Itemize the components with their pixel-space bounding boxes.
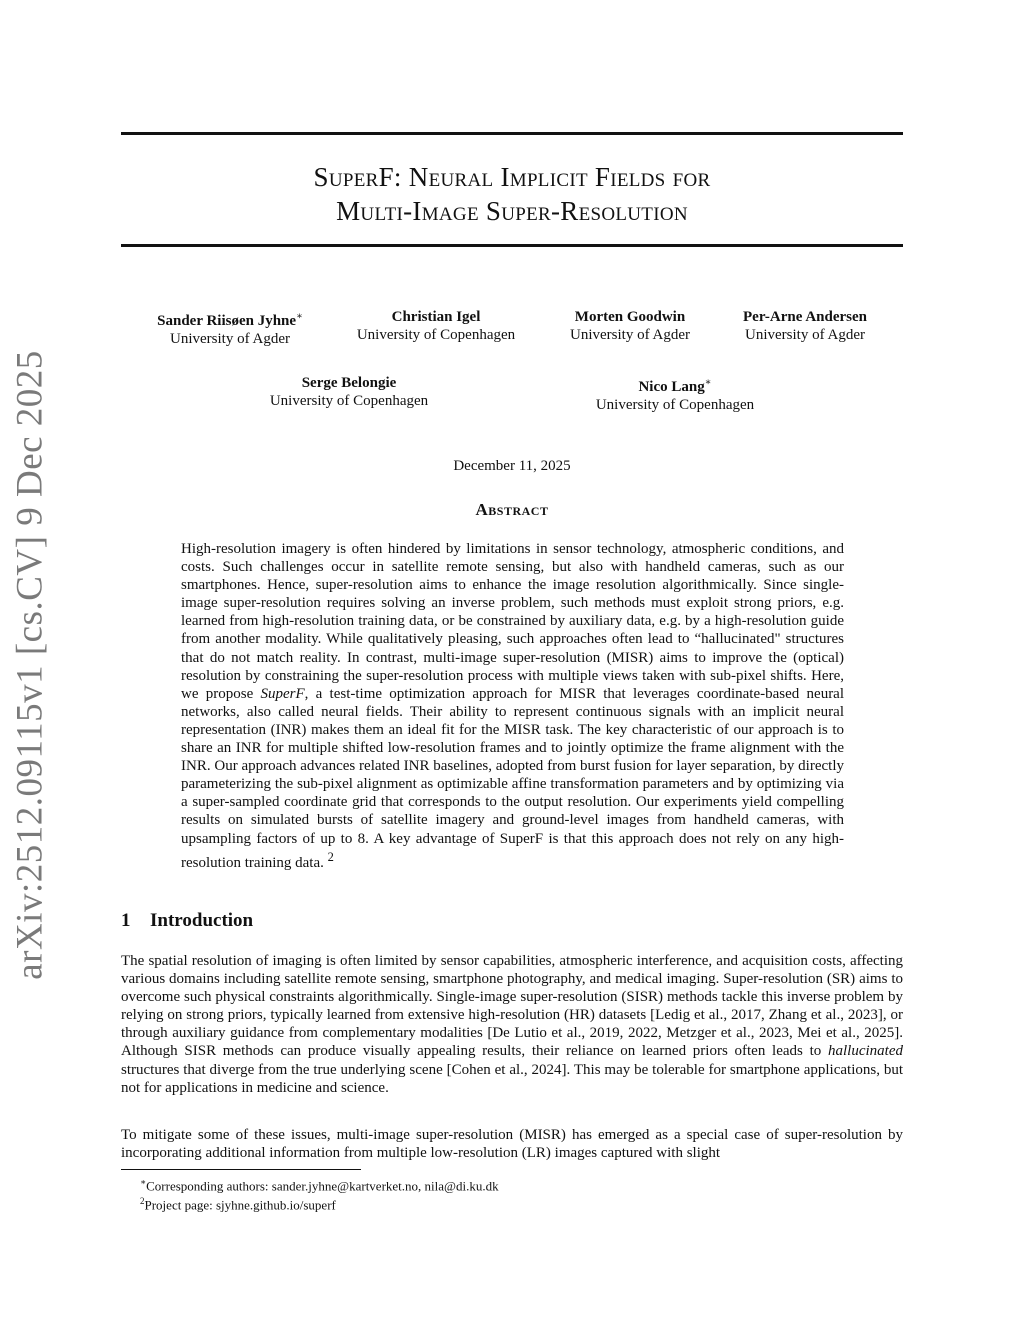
footnote-mark: 2 <box>140 1196 145 1206</box>
paper-title <box>121 160 903 228</box>
author-name: Sander Riisøen Jyhne <box>157 313 297 329</box>
author-block <box>336 308 536 344</box>
abstract-part: , a test-time optimization approach for MISR that leverages coordinate-based neural networks, also called neural fields. Their ability to represent continuous signals with an implicit neural representation (INR) makes them an ideal fit for the MISR task. The key characteristic of our approach is to share an INR for multiple shifted low-resolution frames and to jointly optimize the frame alignment with the INR. Our approach advances related INR baselines, adopted from burst fusion for layer separation, by directly parameterizing the sub-pixel alignment as optimizable affine transformation parameters and by optimizing via a super-sampled coordinate grid that corresponds to the output resolution. Our experiments yield compelling results on simulated bursts of satellite imagery and ground-level images from handheld cameras, with upsampling factors of up to 8. A key advantage of SuperF is that this approach does not rely on any high-resolution training data. <box>181 685 845 871</box>
footnote-text: Project page: sjyhne.github.io/superf <box>144 1197 336 1213</box>
author-affiliation: University of Agder <box>570 327 690 343</box>
title-line-2: Multi-Image Super-Resolution <box>336 196 688 226</box>
paragraph-part: structures that diverge from the true underlying scene [Cohen et al., 2024]. This may be tolerable for smartphone applications, but not for applications in medicine and science. <box>121 1061 903 1096</box>
author-mark: ∗ <box>704 377 712 388</box>
footnote-ref[interactable]: 2 <box>327 849 334 864</box>
section-number: 1 <box>121 910 131 931</box>
author-block <box>140 308 320 348</box>
author-name: Per-Arne Andersen <box>743 309 867 325</box>
abstract-text <box>181 540 844 872</box>
author-affiliation: University of Copenhagen <box>356 327 516 343</box>
paragraph-emphasis: hallucinated <box>828 1043 903 1060</box>
footnote-1 <box>140 1174 499 1194</box>
footnote-rule <box>121 1169 361 1170</box>
abstract-part: High-resolution imagery is often hindered by limitations in sensor technology, atmospheric conditions, and costs. Such challenges occur in satellite remote sensing, but also with handheld cameras, such as our smartphones. Hence, super-resolution aims to enhance the image resolution algorithmically. Since single-image super-resolution requires solving an inverse problem, such methods must exploit strong priors, e.g. learned from high-resolution training data, or be constrained by auxiliary data, e.g. by a high-resolution guide from another modality. While qualitatively pleasing, such approaches often lead to “hallucinated" structures that do not match reality. In contrast, multi-image super-resolution (MISR) aims to improve the (optical) resolution by constraining the super-resolution process with multiple views taken with sub-pixel shifts. Here, we propose <box>181 541 844 702</box>
paper-date: December 11, 2025 <box>453 458 571 474</box>
title-line-1: SuperF: Neural Implicit Fields for <box>313 162 711 192</box>
footnote-text: Corresponding authors: sander.jyhne@kartverket.no, nila@di.ku.dk <box>146 1178 499 1194</box>
author-block <box>575 374 775 414</box>
section-title: Introduction <box>150 910 254 931</box>
author-block <box>724 308 886 344</box>
abstract-heading: Abstract <box>475 500 549 519</box>
author-affiliation: University of Copenhagen <box>269 393 429 409</box>
intro-paragraph-1 <box>121 952 903 1097</box>
arxiv-sidebar-stamp: arXiv:2512.09115v1 [cs.CV] 9 Dec 2025 <box>9 350 51 980</box>
abstract-emphasis: SuperF <box>260 685 305 702</box>
title-top-rule <box>121 132 903 135</box>
author-name: Serge Belongie <box>301 375 397 391</box>
section-heading <box>121 910 253 932</box>
footnote-2 <box>140 1193 336 1213</box>
author-name: Morten Goodwin <box>574 309 686 325</box>
intro-paragraph-2: To mitigate some of these issues, multi-image super-resolution (MISR) has emerged as a special case of super-resolution by incorporating additional information from multiple low-resolution (LR) images captured with slight <box>121 1127 903 1162</box>
paragraph-part: The spatial resolution of imaging is often limited by sensor capabilities, atmospheric interference, and acquisition costs, affecting various domains including satellite remote sensing, smartphone photography, and medical imaging. Super-resolution (SR) aims to overcome such physical constraints algorithmically. Single-image super-resolution (SISR) methods tackle this inverse problem by relying on strong priors, typically learned from extensive high-resolution (HR) datasets [Ledig et al., 2017, Zhang et al., 2023], or through auxiliary guidance from complementary modalities [De Lutio et al., 2019, 2022, Metzger et al., 2023, Mei et al., 2025]. Although SISR methods can produce visually appealing results, their reliance on learned priors often leads to <box>121 953 903 1060</box>
author-affiliation: University of Copenhagen <box>595 397 755 413</box>
author-block <box>249 374 449 410</box>
author-block <box>550 308 710 344</box>
author-name: Nico Lang <box>638 379 705 395</box>
title-bottom-rule <box>121 244 903 247</box>
author-affiliation: University of Agder <box>745 327 865 343</box>
author-name: Christian Igel <box>391 309 481 325</box>
footnote-mark: ∗ <box>140 1177 147 1187</box>
author-affiliation: University of Agder <box>170 331 290 347</box>
author-mark: ∗ <box>296 311 303 322</box>
